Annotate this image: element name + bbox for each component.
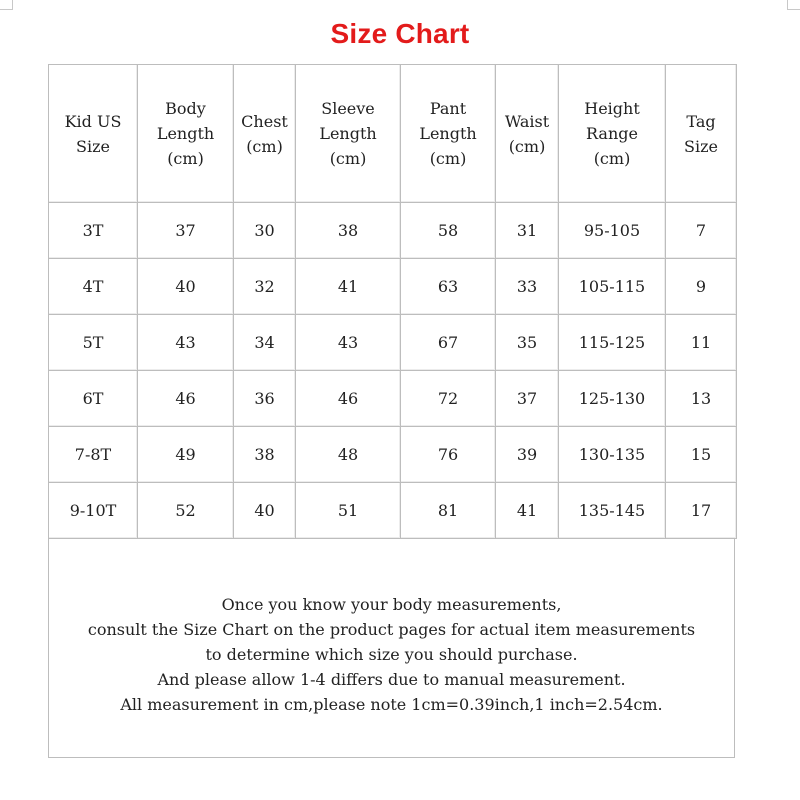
column-header: Pant Length (cm) bbox=[401, 65, 496, 203]
note-line: to determine which size you should purchase. bbox=[205, 645, 578, 664]
column-header: Body Length (cm) bbox=[138, 65, 234, 203]
table-cell: 17 bbox=[666, 483, 737, 539]
table-cell: 9 bbox=[666, 259, 737, 315]
table-cell: 63 bbox=[401, 259, 496, 315]
column-header: Kid US Size bbox=[49, 65, 138, 203]
table-cell: 115-125 bbox=[559, 315, 666, 371]
table-cell: 7-8T bbox=[49, 427, 138, 483]
table-cell: 13 bbox=[666, 371, 737, 427]
table-row bbox=[49, 259, 737, 315]
table-cell: 4T bbox=[49, 259, 138, 315]
measurement-notes bbox=[48, 538, 735, 758]
column-header: Height Range (cm) bbox=[559, 65, 666, 203]
table-cell: 130-135 bbox=[559, 427, 666, 483]
table-cell: 15 bbox=[666, 427, 737, 483]
table-cell: 43 bbox=[138, 315, 234, 371]
table-cell: 41 bbox=[296, 259, 401, 315]
table-cell: 43 bbox=[296, 315, 401, 371]
table-cell: 5T bbox=[49, 315, 138, 371]
table-row bbox=[49, 315, 737, 371]
table-cell: 72 bbox=[401, 371, 496, 427]
page-corner-mark-right bbox=[788, 9, 800, 10]
table-row bbox=[49, 483, 737, 539]
table-cell: 49 bbox=[138, 427, 234, 483]
table-cell: 125-130 bbox=[559, 371, 666, 427]
table-cell: 41 bbox=[496, 483, 559, 539]
table-cell: 51 bbox=[296, 483, 401, 539]
page-corner-mark-right-v bbox=[787, 0, 788, 10]
table-cell: 6T bbox=[49, 371, 138, 427]
table-cell: 7 bbox=[666, 203, 737, 259]
note-line: And please allow 1-4 differs due to manual measurement. bbox=[157, 670, 626, 689]
page-title: Size Chart bbox=[330, 18, 470, 49]
table-cell: 135-145 bbox=[559, 483, 666, 539]
column-header: Tag Size bbox=[666, 65, 737, 203]
table-cell: 67 bbox=[401, 315, 496, 371]
table-cell: 38 bbox=[296, 203, 401, 259]
table-cell: 3T bbox=[49, 203, 138, 259]
table-cell: 9-10T bbox=[49, 483, 138, 539]
note-line: consult the Size Chart on the product pages for actual item measurements bbox=[87, 620, 696, 639]
table-cell: 36 bbox=[234, 371, 296, 427]
table-row bbox=[49, 203, 737, 259]
table-row bbox=[49, 427, 737, 483]
table-cell: 95-105 bbox=[559, 203, 666, 259]
page-corner-mark-left-v bbox=[12, 0, 13, 10]
table-cell: 81 bbox=[401, 483, 496, 539]
column-header: Sleeve Length (cm) bbox=[296, 65, 401, 203]
table-row bbox=[49, 371, 737, 427]
column-header: Chest (cm) bbox=[234, 65, 296, 203]
size-chart-table bbox=[48, 64, 737, 539]
column-header: Waist (cm) bbox=[496, 65, 559, 203]
table-cell: 30 bbox=[234, 203, 296, 259]
table-cell: 48 bbox=[296, 427, 401, 483]
table-cell: 37 bbox=[138, 203, 234, 259]
table-cell: 52 bbox=[138, 483, 234, 539]
note-line: Once you know your body measurements, bbox=[221, 595, 562, 614]
note-line: All measurement in cm,please note 1cm=0.39inch,1 inch=2.54cm. bbox=[120, 695, 663, 714]
table-cell: 40 bbox=[234, 483, 296, 539]
table-cell: 105-115 bbox=[559, 259, 666, 315]
table-cell: 76 bbox=[401, 427, 496, 483]
table-cell: 34 bbox=[234, 315, 296, 371]
table-cell: 39 bbox=[496, 427, 559, 483]
table-cell: 32 bbox=[234, 259, 296, 315]
table-cell: 33 bbox=[496, 259, 559, 315]
table-cell: 11 bbox=[666, 315, 737, 371]
table-cell: 31 bbox=[496, 203, 559, 259]
table-cell: 46 bbox=[138, 371, 234, 427]
table-cell: 40 bbox=[138, 259, 234, 315]
table-cell: 37 bbox=[496, 371, 559, 427]
table-cell: 35 bbox=[496, 315, 559, 371]
table-cell: 38 bbox=[234, 427, 296, 483]
page-corner-mark-left bbox=[0, 9, 12, 10]
table-cell: 46 bbox=[296, 371, 401, 427]
table-header-row bbox=[49, 65, 737, 203]
table-cell: 58 bbox=[401, 203, 496, 259]
